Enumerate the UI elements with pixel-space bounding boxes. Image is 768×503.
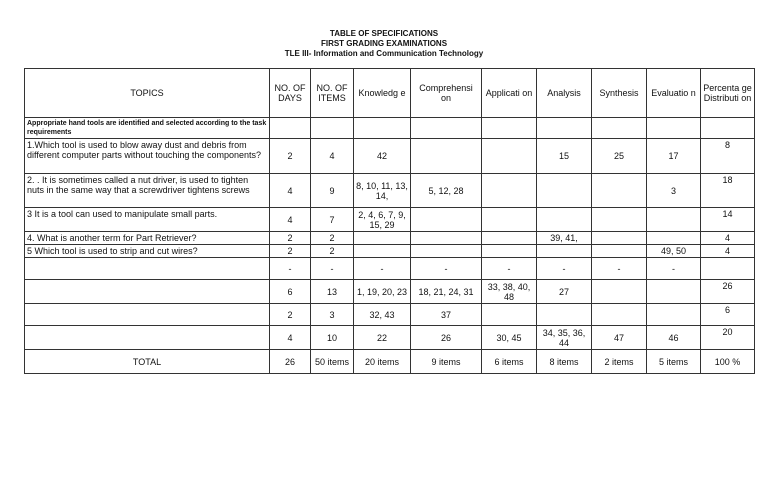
total-label: TOTAL bbox=[25, 350, 270, 374]
synthesis-cell: - bbox=[592, 258, 647, 280]
table-row bbox=[25, 245, 755, 258]
analysis-cell: 39, 41, bbox=[537, 232, 592, 245]
percent-cell: 6 bbox=[701, 304, 755, 326]
percent-cell bbox=[701, 258, 755, 280]
knowledge-cell bbox=[354, 245, 411, 258]
header-subtitle: FIRST GRADING EXAMINATIONS bbox=[320, 39, 448, 48]
items-cell: 10 bbox=[311, 326, 354, 350]
topic-cell: 2. . It is sometimes called a nut driver, is used to tighten nuts in the same way that a screwdriver tightens screws bbox=[25, 174, 270, 208]
percent-cell bbox=[701, 118, 755, 139]
topic-cell bbox=[25, 280, 270, 304]
days-cell: 2 bbox=[270, 232, 311, 245]
table-row bbox=[25, 280, 755, 304]
knowledge-cell bbox=[354, 118, 411, 139]
comprehension-cell bbox=[411, 139, 482, 174]
percent-cell: 8 bbox=[701, 139, 755, 174]
analysis-cell bbox=[537, 245, 592, 258]
total-days: 26 bbox=[270, 350, 311, 374]
comprehension-cell bbox=[411, 232, 482, 245]
comprehension-cell: 5, 12, 28 bbox=[411, 174, 482, 208]
items-cell: 13 bbox=[311, 280, 354, 304]
comprehension-cell bbox=[411, 118, 482, 139]
items-cell: 2 bbox=[311, 232, 354, 245]
days-cell bbox=[270, 118, 311, 139]
column-header-knowledge: Knowledg e bbox=[354, 69, 411, 118]
header-title: TABLE OF SPECIFICATIONS bbox=[329, 29, 439, 38]
items-cell: 9 bbox=[311, 174, 354, 208]
comprehension-cell bbox=[411, 245, 482, 258]
table-header-row bbox=[25, 69, 755, 118]
knowledge-cell bbox=[354, 232, 411, 245]
synthesis-cell bbox=[592, 118, 647, 139]
total-knowledge: 20 items bbox=[354, 350, 411, 374]
total-percent: 100 % bbox=[701, 350, 755, 374]
analysis-cell bbox=[537, 174, 592, 208]
synthesis-cell: 25 bbox=[592, 139, 647, 174]
column-header-synthesis: Synthesis bbox=[592, 69, 647, 118]
evaluation-cell bbox=[647, 232, 701, 245]
knowledge-cell: 1, 19, 20, 23 bbox=[354, 280, 411, 304]
evaluation-cell: 3 bbox=[647, 174, 701, 208]
days-cell: - bbox=[270, 258, 311, 280]
column-header-items: NO. OF ITEMS bbox=[311, 69, 354, 118]
total-analysis: 8 items bbox=[537, 350, 592, 374]
analysis-cell bbox=[537, 118, 592, 139]
comprehension-cell: - bbox=[411, 258, 482, 280]
document-header bbox=[0, 29, 768, 59]
evaluation-cell bbox=[647, 208, 701, 232]
percent-cell: 4 bbox=[701, 232, 755, 245]
table-row bbox=[25, 326, 755, 350]
items-cell bbox=[311, 118, 354, 139]
percent-cell: 18 bbox=[701, 174, 755, 208]
column-header-evaluation: Evaluatio n bbox=[647, 69, 701, 118]
column-header-application: Applicati on bbox=[482, 69, 537, 118]
knowledge-cell: 42 bbox=[354, 139, 411, 174]
analysis-cell: 34, 35, 36, 44 bbox=[537, 326, 592, 350]
application-cell bbox=[482, 139, 537, 174]
table-row bbox=[25, 232, 755, 245]
comprehension-cell bbox=[411, 208, 482, 232]
percent-cell: 14 bbox=[701, 208, 755, 232]
comprehension-cell: 18, 21, 24, 31 bbox=[411, 280, 482, 304]
knowledge-cell: 8, 10, 11, 13, 14, bbox=[354, 174, 411, 208]
analysis-cell: 15 bbox=[537, 139, 592, 174]
specifications-table bbox=[24, 68, 755, 374]
items-cell: - bbox=[311, 258, 354, 280]
analysis-cell bbox=[537, 208, 592, 232]
application-cell bbox=[482, 174, 537, 208]
table-row bbox=[25, 139, 755, 174]
analysis-cell: 27 bbox=[537, 280, 592, 304]
application-cell bbox=[482, 245, 537, 258]
evaluation-cell: 17 bbox=[647, 139, 701, 174]
comprehension-cell: 37 bbox=[411, 304, 482, 326]
topic-cell: 1.Which tool is used to blow away dust and debris from different computer parts without touching the components? bbox=[25, 139, 270, 174]
topic-cell bbox=[25, 326, 270, 350]
items-cell: 2 bbox=[311, 245, 354, 258]
table-row bbox=[25, 304, 755, 326]
column-header-analysis: Analysis bbox=[537, 69, 592, 118]
total-items: 50 items bbox=[311, 350, 354, 374]
column-header-days: NO. OF DAYS bbox=[270, 69, 311, 118]
evaluation-cell: - bbox=[647, 258, 701, 280]
analysis-cell bbox=[537, 304, 592, 326]
application-cell bbox=[482, 208, 537, 232]
synthesis-cell: 47 bbox=[592, 326, 647, 350]
column-header-comprehension: Comprehensi on bbox=[411, 69, 482, 118]
knowledge-cell: 2, 4, 6, 7, 9, 15, 29 bbox=[354, 208, 411, 232]
topic-cell: 5 Which tool is used to strip and cut wires? bbox=[25, 245, 270, 258]
knowledge-cell: 32, 43 bbox=[354, 304, 411, 326]
table-row bbox=[25, 118, 755, 139]
application-cell bbox=[482, 232, 537, 245]
synthesis-cell bbox=[592, 280, 647, 304]
topic-cell: 4. What is another term for Part Retriever? bbox=[25, 232, 270, 245]
synthesis-cell bbox=[592, 245, 647, 258]
application-cell bbox=[482, 118, 537, 139]
topic-cell bbox=[25, 304, 270, 326]
percent-cell: 4 bbox=[701, 245, 755, 258]
comprehension-cell: 26 bbox=[411, 326, 482, 350]
days-cell: 4 bbox=[270, 174, 311, 208]
total-row bbox=[25, 350, 755, 374]
evaluation-cell bbox=[647, 280, 701, 304]
percent-cell: 20 bbox=[701, 326, 755, 350]
days-cell: 2 bbox=[270, 139, 311, 174]
days-cell: 4 bbox=[270, 208, 311, 232]
table-row bbox=[25, 208, 755, 232]
application-cell: 33, 38, 40, 48 bbox=[482, 280, 537, 304]
column-header-topics: TOPICS bbox=[25, 69, 270, 118]
knowledge-cell: - bbox=[354, 258, 411, 280]
application-cell: 30, 45 bbox=[482, 326, 537, 350]
days-cell: 4 bbox=[270, 326, 311, 350]
column-header-percentage: Percenta ge Distributi on bbox=[701, 69, 755, 118]
header-subject: TLE III- Information and Communication Technology bbox=[284, 49, 484, 58]
table-row bbox=[25, 174, 755, 208]
items-cell: 7 bbox=[311, 208, 354, 232]
synthesis-cell bbox=[592, 304, 647, 326]
items-cell: 3 bbox=[311, 304, 354, 326]
application-cell bbox=[482, 304, 537, 326]
items-cell: 4 bbox=[311, 139, 354, 174]
application-cell: - bbox=[482, 258, 537, 280]
total-comprehension: 9 items bbox=[411, 350, 482, 374]
synthesis-cell bbox=[592, 232, 647, 245]
knowledge-cell: 22 bbox=[354, 326, 411, 350]
evaluation-cell: 49, 50 bbox=[647, 245, 701, 258]
analysis-cell: - bbox=[537, 258, 592, 280]
total-application: 6 items bbox=[482, 350, 537, 374]
table-row bbox=[25, 258, 755, 280]
synthesis-cell bbox=[592, 208, 647, 232]
percent-cell: 26 bbox=[701, 280, 755, 304]
topic-cell: Appropriate hand tools are identified and selected according to the task requirements bbox=[25, 118, 270, 139]
evaluation-cell bbox=[647, 118, 701, 139]
evaluation-cell bbox=[647, 304, 701, 326]
total-synthesis: 2 items bbox=[592, 350, 647, 374]
topic-cell: 3 It is a tool can used to manipulate small parts. bbox=[25, 208, 270, 232]
topic-cell bbox=[25, 258, 270, 280]
synthesis-cell bbox=[592, 174, 647, 208]
days-cell: 6 bbox=[270, 280, 311, 304]
days-cell: 2 bbox=[270, 245, 311, 258]
evaluation-cell: 46 bbox=[647, 326, 701, 350]
total-evaluation: 5 items bbox=[647, 350, 701, 374]
days-cell: 2 bbox=[270, 304, 311, 326]
